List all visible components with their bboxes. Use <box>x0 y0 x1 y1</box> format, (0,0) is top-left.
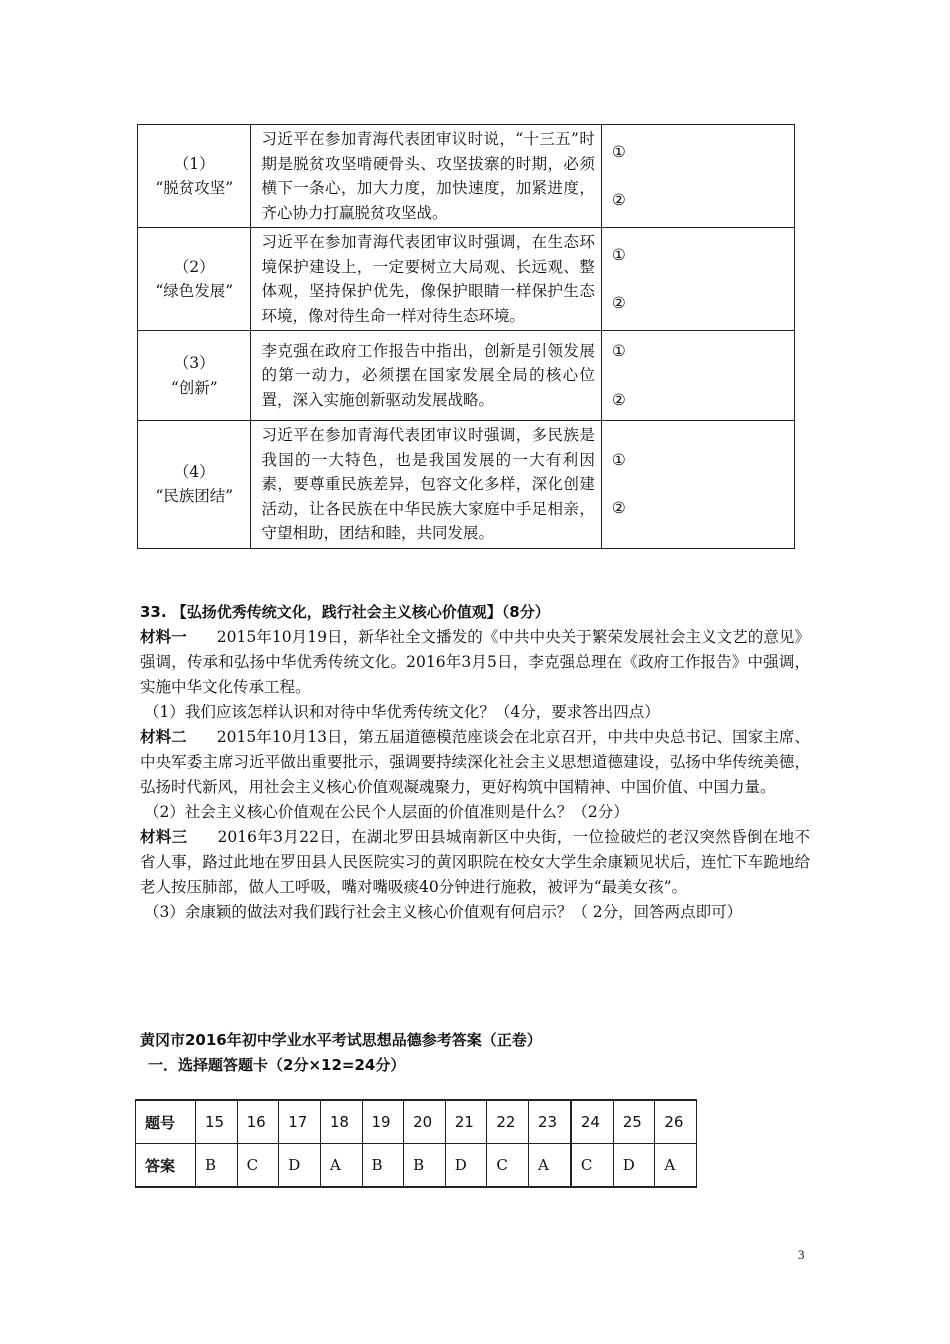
policy-row <box>138 228 795 331</box>
question-number-cell: 21 <box>445 1100 487 1144</box>
policy-label-name: “民族团结” <box>155 487 234 506</box>
material-1-label: 材料一 <box>140 628 187 646</box>
answer-cell: D <box>613 1144 655 1188</box>
answer-grid-numbers-row <box>136 1100 697 1144</box>
material-2-text: 2015年10月13日，第五届道德模范座谈会在北京召开，中共中央总书记、国家主席、中央军委主席习近平做出重要批示，强调要持续深化社会主义思想道德建设，弘扬中华传统美德，弘扬时代新风，用社会主义核心价值观凝魂聚力，更好构筑中国精神、中国价值、中国力量。 <box>140 728 810 796</box>
material-3 <box>140 825 810 900</box>
answer-blank-1: ① <box>611 342 626 360</box>
answer-cell: C <box>571 1144 613 1188</box>
answer-cell: B <box>404 1144 446 1188</box>
policy-text-cell: 李克强在政府工作报告中指出，创新是引领发展的第一动力，必须摆在国家发展全局的核心位置，深入实施创新驱动发展战略。 <box>251 331 601 421</box>
policy-label-number: （3） <box>173 354 215 372</box>
question-number-cell: 17 <box>279 1100 321 1144</box>
sub-question-1: （1）我们应该怎样认识和对待中华优秀传统文化？（4分，要求答出四点） <box>144 703 660 721</box>
answer-cell: A <box>529 1144 571 1188</box>
question-number-cell: 24 <box>571 1100 613 1144</box>
policy-answer-cell <box>601 331 794 421</box>
policy-label-name: “脱贫攻坚” <box>155 179 234 197</box>
answer-cell: B <box>196 1144 238 1188</box>
answer-blank-1: ① <box>611 450 626 469</box>
question-33-title: 33. 【弘扬优秀传统文化，践行社会主义核心价值观】（8分） <box>140 603 550 621</box>
question-33 <box>140 600 810 925</box>
answer-cell: D <box>445 1144 487 1188</box>
question-number-cell: 23 <box>529 1100 571 1144</box>
policy-label-number: （4） <box>173 462 215 481</box>
policy-row <box>138 421 795 549</box>
policy-label-name: “创新” <box>170 378 218 397</box>
policy-table <box>137 124 795 549</box>
answer-cell: C <box>237 1144 279 1188</box>
answer-cell: C <box>487 1144 529 1188</box>
question-number-cell: 22 <box>487 1100 529 1144</box>
policy-label-cell <box>138 125 251 228</box>
answer-blank-1: ① <box>611 245 626 264</box>
policy-label-cell <box>138 421 251 549</box>
material-3-label: 材料三 <box>140 828 188 846</box>
row-label-number: 题号 <box>136 1100 196 1144</box>
policy-answer-cell <box>601 421 794 549</box>
sub-question-3: （3）余康颖的做法对我们践行社会主义核心价值观有何启示？（ 2分，回答两点即可） <box>144 903 743 921</box>
material-3-text: 2016年3月22日，在湖北罗田县城南新区中央街，一位捡破烂的老汉突然昏倒在地不省人事，路过此地在罗田县人民医院实习的黄冈职院在校女大学生余康颖见状后，连忙下车跪地给老人按压肺部，做人工呼吸，嘴对嘴吸痰40分钟进行施救，被评为“最美女孩”。 <box>140 828 810 896</box>
question-number-cell: 15 <box>196 1100 238 1144</box>
answer-blank-2: ② <box>611 294 626 312</box>
material-1-text: 2015年10月19日，新华社全文播发的《中共中央关于繁荣发展社会主义文艺的意见》强调，传承和弘扬中华优秀传统文化。2016年3月5日，李克强总理在《政府工作报告》中强调，实施中华文化传承工程。 <box>140 628 810 696</box>
sub-question-2: （2）社会主义核心价值观在公民个人层面的价值准则是什么？（2分） <box>144 803 629 821</box>
policy-answer-cell <box>601 125 794 228</box>
answer-cell: D <box>279 1144 321 1188</box>
answer-blank-1: ① <box>611 142 626 161</box>
question-number-cell: 25 <box>613 1100 655 1144</box>
material-2-label: 材料二 <box>140 728 187 746</box>
answer-cell: B <box>362 1144 404 1188</box>
page-number: 3 <box>798 1247 805 1262</box>
policy-label-number: （2） <box>173 257 215 276</box>
policy-label-name: “绿色发展” <box>155 282 234 300</box>
policy-label-cell <box>138 228 251 331</box>
answer-key-subtitle: 一．选择题答题卡（2分×12=24分） <box>148 1056 406 1074</box>
policy-text-cell: 习近平在参加青海代表团审议时强调，在生态环境保护建设上，一定要树立大局观、长远观、整体观，坚持保护优先，像保护眼睛一样保护生态环境，像对待生命一样对待生态环境。 <box>251 228 601 331</box>
material-1 <box>140 625 810 700</box>
row-label-answer: 答案 <box>136 1144 196 1188</box>
answer-grid <box>135 1099 697 1188</box>
policy-text-cell: 习近平在参加青海代表团审议时说，“十三五”时期是脱贫攻坚啃硬骨头、攻坚拔寨的时期，必须横下一条心，加大力度，加快速度，加紧进度，齐心协力打赢脱贫攻坚战。 <box>251 125 601 228</box>
question-number-cell: 26 <box>655 1100 697 1144</box>
question-number-cell: 20 <box>404 1100 446 1144</box>
policy-label-cell <box>138 331 251 421</box>
policy-answer-cell <box>601 228 794 331</box>
answer-blank-2: ② <box>611 390 626 409</box>
question-number-cell: 19 <box>362 1100 404 1144</box>
answer-grid-answers-row <box>136 1144 697 1188</box>
question-number-cell: 18 <box>320 1100 362 1144</box>
policy-row <box>138 331 795 421</box>
material-2 <box>140 725 810 800</box>
question-number-cell: 16 <box>237 1100 279 1144</box>
answer-key-title: 黄冈市2016年初中学业水平考试思想品德参考答案（正卷） <box>140 1031 542 1049</box>
answer-blank-2: ② <box>611 499 626 518</box>
answer-cell: A <box>320 1144 362 1188</box>
answer-blank-2: ② <box>611 191 626 209</box>
answer-cell: A <box>655 1144 697 1188</box>
policy-text-cell: 习近平在参加青海代表团审议时强调，多民族是我国的一大特色，也是我国发展的一大有利因素，要尊重民族差异，包容文化多样，深化创建活动，让各民族在中华民族大家庭中手足相亲，守望相助，团结和睦，共同发展。 <box>251 421 601 549</box>
policy-label-number: （1） <box>173 154 215 173</box>
policy-row <box>138 125 795 228</box>
